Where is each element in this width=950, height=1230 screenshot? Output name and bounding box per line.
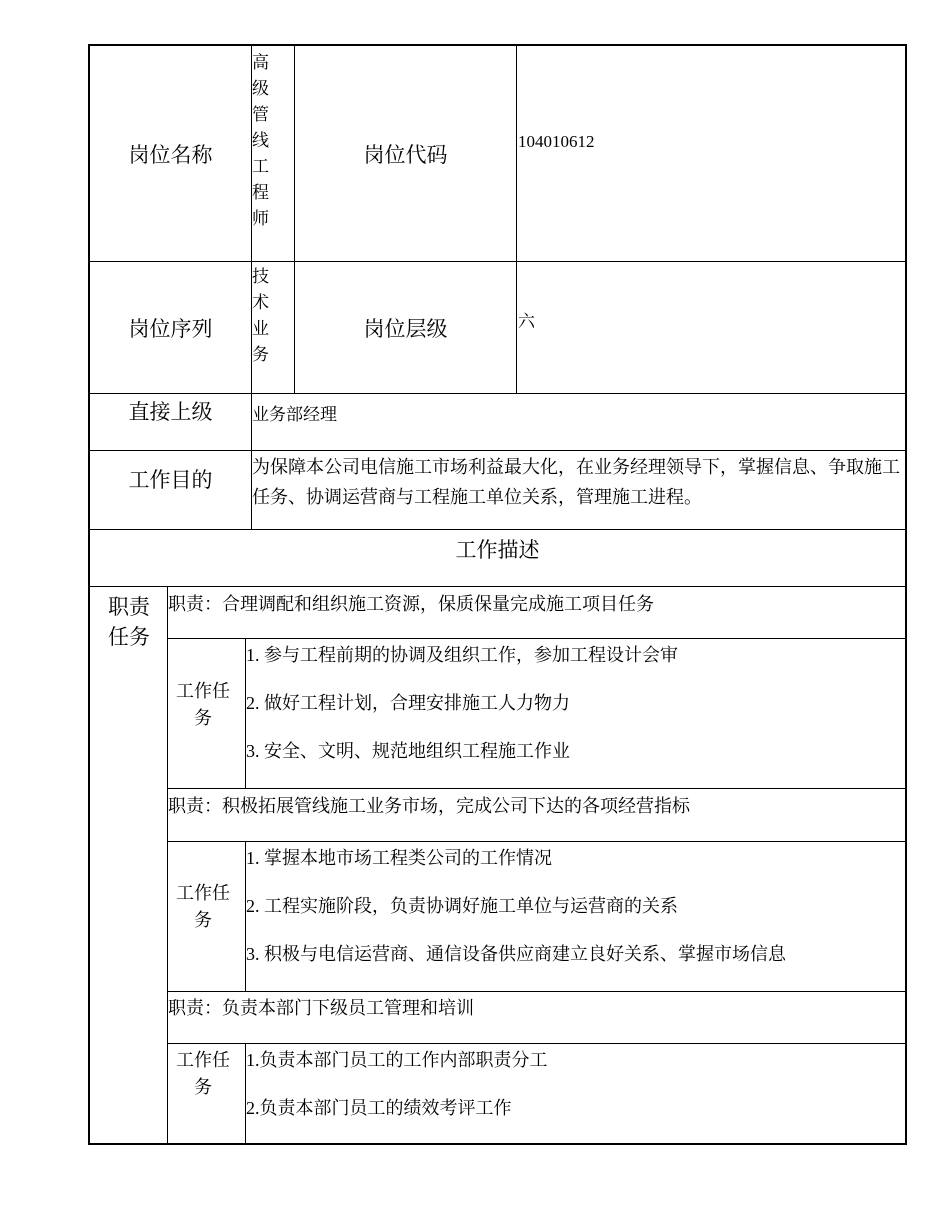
position-code-value: 104010612 bbox=[518, 132, 595, 151]
position-name-label: 岗位名称 bbox=[128, 142, 213, 167]
job-description-table bbox=[88, 44, 907, 1145]
row-divider bbox=[167, 638, 905, 639]
task-item: 1. 参与工程前期的协调及组织工作，参加工程设计会审 bbox=[246, 645, 678, 665]
row-divider bbox=[167, 841, 905, 842]
purpose-value: 为保障本公司电信施工市场利益最大化，在业务经理领导下，掌握信息、争取施工任务、协调运营商与工程施工单位关系，管理施工进程。 bbox=[252, 457, 900, 507]
task-item: 2. 工程实施阶段，负责协调好施工单位与运营商的关系 bbox=[246, 896, 678, 916]
work-description-title: 工作描述 bbox=[455, 538, 540, 562]
task-item: 1.负责本部门员工的工作内部职责分工 bbox=[246, 1050, 548, 1070]
task-item: 3. 积极与电信运营商、通信设备供应商建立良好关系、掌握市场信息 bbox=[246, 944, 786, 964]
duty-title: 职责：负责本部门下级员工管理和培训 bbox=[168, 998, 474, 1018]
position-series-value: 技术业务 bbox=[252, 267, 269, 364]
row-divider bbox=[167, 788, 905, 789]
position-series-label: 岗位序列 bbox=[128, 316, 213, 341]
position-level-label: 岗位层级 bbox=[363, 316, 448, 341]
task-label: 工作任务 bbox=[176, 1050, 230, 1097]
position-name-value: 高级管线工程师 bbox=[252, 53, 269, 228]
row-divider bbox=[90, 450, 905, 451]
task-list bbox=[246, 843, 786, 987]
row-divider bbox=[167, 991, 905, 992]
row-divider bbox=[90, 393, 905, 394]
row-divider bbox=[167, 1043, 905, 1044]
task-item: 1. 掌握本地市场工程类公司的工作情况 bbox=[246, 848, 552, 868]
duty-title: 职责：合理调配和组织施工资源，保质保量完成施工项目任务 bbox=[168, 594, 654, 614]
task-item: 2.负责本部门员工的绩效考评工作 bbox=[246, 1098, 512, 1118]
purpose-label: 工作目的 bbox=[128, 468, 213, 492]
supervisor-label: 直接上级 bbox=[128, 400, 213, 424]
col-divider bbox=[167, 586, 168, 1143]
task-list bbox=[246, 1045, 548, 1141]
col-divider bbox=[516, 46, 517, 393]
task-item: 2. 做好工程计划，合理安排施工人力物力 bbox=[246, 693, 570, 713]
duties-section-label: 职责任务 bbox=[108, 595, 150, 649]
task-item: 3. 安全、文明、规范地组织工程施工作业 bbox=[246, 741, 570, 761]
position-code-label: 岗位代码 bbox=[363, 142, 448, 167]
task-label: 工作任务 bbox=[176, 681, 230, 728]
duty-title: 职责：积极拓展管线施工业务市场，完成公司下达的各项经营指标 bbox=[168, 796, 690, 816]
position-level-value: 六 bbox=[518, 312, 535, 331]
task-list bbox=[246, 640, 678, 784]
task-label: 工作任务 bbox=[176, 883, 230, 930]
supervisor-value: 业务部经理 bbox=[252, 405, 337, 424]
row-divider bbox=[90, 529, 905, 530]
row-divider bbox=[90, 586, 905, 587]
